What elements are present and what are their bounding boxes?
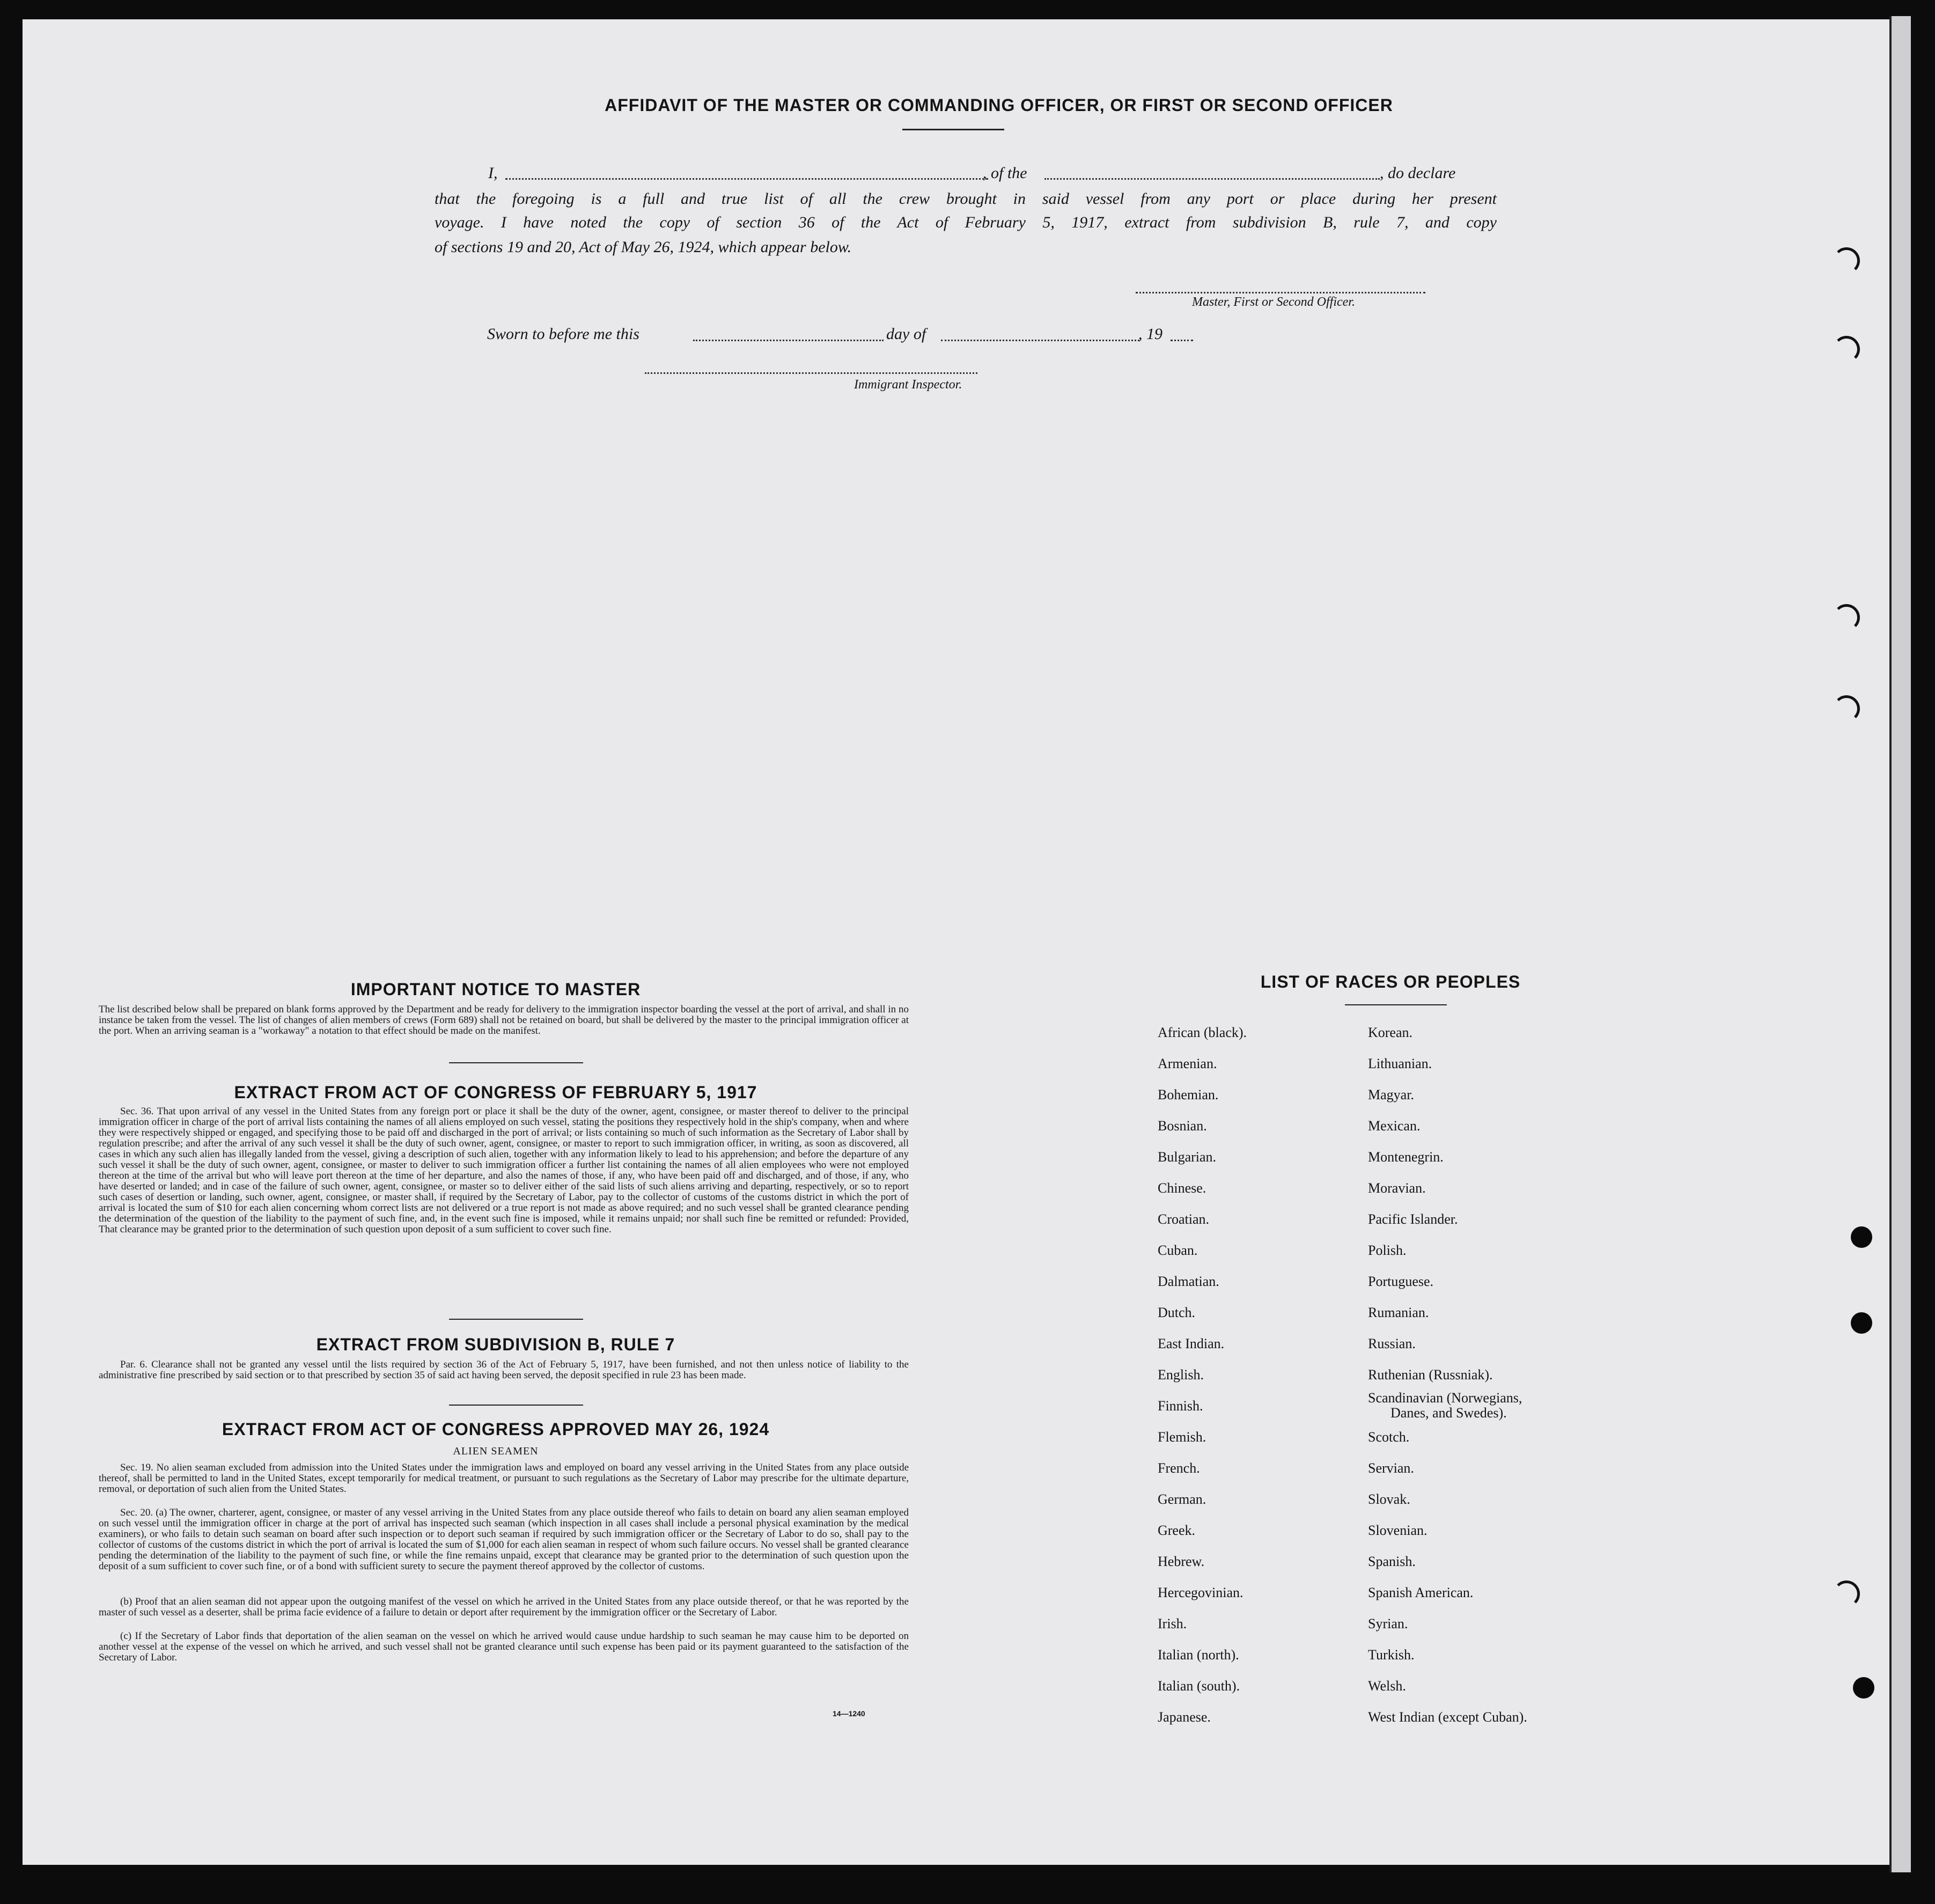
sworn-day-line — [693, 340, 884, 341]
rule7-rule — [449, 1405, 583, 1406]
page-edge — [1889, 16, 1911, 1872]
affidavit-line-2: that the foregoing is a full and true list of all the crew brought in said vessel from any port or place during her present — [435, 190, 1497, 208]
race-item: Welsh. — [1368, 1678, 1406, 1694]
binder-hole-mark — [1833, 695, 1860, 722]
binder-hole — [1853, 1677, 1874, 1699]
race-item: Bulgarian. — [1158, 1149, 1217, 1165]
race-item: German. — [1158, 1491, 1206, 1507]
binder-hole-mark — [1833, 604, 1860, 631]
race-item: Polish. — [1368, 1243, 1407, 1258]
race-item: Montenegrin. — [1368, 1149, 1444, 1165]
binder-hole — [1851, 1226, 1872, 1248]
month-line — [941, 340, 1139, 341]
race-item: Ruthenian (Russniak). — [1368, 1367, 1493, 1383]
race-item: Bosnian. — [1158, 1118, 1207, 1134]
race-item: Dutch. — [1158, 1305, 1196, 1320]
race-item: African (black). — [1158, 1025, 1247, 1040]
race-item: Finnish. — [1158, 1398, 1203, 1414]
notice-text: The list described below shall be prepared on blank forms approved by the Department and be ready for delivery to the immigration inspector boarding the vessel at the port of arrival, and shall in no instance be taken from the vessel. The list of changes of alien members of crews (Form 689) shall not be retained on board, but shall be delivered by the master to the principal immigration officer at the port. When an arriving seaman is a "workaway" a notation to that effect should be made on the manifest. — [99, 1004, 909, 1036]
name-line — [505, 178, 988, 180]
notice-rule — [449, 1062, 583, 1063]
race-item: Magyar. — [1368, 1087, 1414, 1102]
race-item: Portuguese. — [1368, 1274, 1434, 1289]
race-item: Russian. — [1368, 1336, 1416, 1351]
race-item: Chinese. — [1158, 1180, 1206, 1196]
race-item: Rumanian. — [1368, 1305, 1429, 1320]
race-item: East Indian. — [1158, 1336, 1225, 1351]
extract-1924-sec20b: (b) Proof that an alien seaman did not appear upon the outgoing manifest of the vessel on which he arrived in the United States from any place outside thereof, or that he was reported by the master of such vessel as a deserter, shall be prima facie evidence of a failure to detain or deport after requirement by the immigration officer or the Secretary of Labor. — [99, 1596, 909, 1618]
race-item: Syrian. — [1368, 1616, 1408, 1631]
race-item: Irish. — [1158, 1616, 1187, 1631]
race-item: Pacific Islander. — [1368, 1211, 1458, 1227]
race-item: Flemish. — [1158, 1429, 1206, 1445]
race-item: Slovak. — [1368, 1491, 1410, 1507]
race-item: Scotch. — [1368, 1429, 1410, 1445]
race-item: Turkish. — [1368, 1647, 1415, 1663]
form-number: 14—1240 — [833, 1709, 865, 1718]
race-item: Dalmatian. — [1158, 1274, 1219, 1289]
binder-hole — [1851, 1312, 1872, 1334]
extract-1917-title: EXTRACT FROM ACT OF CONGRESS OF FEBRUARY 5, 1917 — [234, 1083, 757, 1102]
race-item: Italian (north). — [1158, 1647, 1239, 1663]
races-rule — [1345, 1004, 1447, 1005]
notice-title: IMPORTANT NOTICE TO MASTER — [350, 980, 641, 999]
extract-1917-rule — [449, 1319, 583, 1320]
day-of-label: day of — [886, 325, 926, 343]
race-item: Armenian. — [1158, 1056, 1217, 1071]
extract-1924-sec19: Sec. 19. No alien seaman excluded from admission into the United States under the immigration laws and employed on board any vessel arriving in the United States from any place outside thereof, shall be permitted to land in the United States, except temporarily for medical treatment, or pursuant to such regulations as the Secretary of Labor may prescribe for the ultimate departure, removal, or deportation of such alien from the United States. — [99, 1462, 909, 1495]
race-item: Cuban. — [1158, 1243, 1198, 1258]
race-item: Italian (south). — [1158, 1678, 1240, 1694]
race-item-scandinavian-cont: Danes, and Swedes). — [1390, 1405, 1507, 1421]
race-item: Mexican. — [1368, 1118, 1421, 1134]
race-item: French. — [1158, 1460, 1200, 1476]
affidavit-line-4: of sections 19 and 20, Act of May 26, 1924, which appear below. — [435, 238, 852, 256]
race-item: Hebrew. — [1158, 1554, 1205, 1569]
race-item: Servian. — [1368, 1460, 1414, 1476]
race-item — [1368, 1391, 1527, 1422]
races-title: LIST OF RACES OR PEOPLES — [1260, 972, 1521, 991]
master-signature-label: Master, First or Second Officer. — [1192, 295, 1355, 309]
race-item: Croatian. — [1158, 1211, 1210, 1227]
race-item: Lithuanian. — [1368, 1056, 1432, 1071]
race-item: Korean. — [1368, 1025, 1413, 1040]
affidavit-title: AFFIDAVIT OF THE MASTER OR COMMANDING OFFICER, OR FIRST OR SECOND OFFICER — [605, 95, 1393, 115]
affidavit-i-label: I, — [488, 164, 498, 182]
affidavit-of-the: , of the — [983, 164, 1027, 182]
master-signature-line — [1136, 292, 1425, 293]
race-item: West Indian (except Cuban). — [1368, 1709, 1527, 1725]
affidavit-line-3: voyage. I have noted the copy of section 36 of the Act of February 5, 1917, extract from subdivision B, rule 7, and copy — [435, 214, 1497, 231]
affidavit-do-declare: , do declare — [1380, 164, 1456, 182]
extract-1917-text: Sec. 36. That upon arrival of any vessel in the United States from any foreign port or place it shall be the duty of the owner, agent, consignee, or master thereof to deliver to the principal immigration officer in charge of the port of arrival lists containing the names of all aliens employed on such vessel, stating the positions they respectively hold in the ship's company, when and where they were respectively shipped or engaged, and specifying those to be paid off and discharged in the port of arrival; or lists containing so much of such information as the Secretary of Labor shall by regulation prescribe; and after the arrival of any such vessel it shall be the duty of such owner, agent, consignee, or master to report to such immigration officer, in writing, as soon as discovered, all cases in which any such alien has illegally landed from the vessel, giving a description of such alien, together with any information likely to lead to his apprehension; and before the departure of any such vessel it shall be the duty of such owner, agent, consignee, or master to deliver to such immigration officer a further list containing the names of all alien employees who were not employed thereon at the time of the arrival but who will leave port thereon at the time of her departure, and also the names of those, if any, who have been paid off and discharged, and of those, if any, who have deserted or landed; and in case of the failure of such owner, agent, consignee, or master so to deliver either of the said lists of such aliens arriving and departing, respectively, or so to report such cases of desertion or landing, such owner, agent, consignee, or master shall, if required by the Secretary of Labor, pay to the collector of customs of the customs district in which the port of arrival is located the sum of $10 for each alien concerning whom correct lists are not delivered or a true report is not made as above required; and no such vessel shall be granted clearance pending the determination of the question of the liability to the payment of such fine, and, in the event such fine is imposed, while it remains unpaid; nor shall such fine be remitted or refunded: Provided, That clearance may be granted prior to the determination of such question upon deposit of a sum sufficient to cover such fine. — [99, 1106, 909, 1235]
binder-hole-mark — [1833, 336, 1860, 363]
race-item: Moravian. — [1368, 1180, 1426, 1196]
race-item: Spanish American. — [1368, 1585, 1474, 1600]
race-item: Spanish. — [1368, 1554, 1416, 1569]
race-item: Japanese. — [1158, 1709, 1211, 1725]
vessel-line — [1044, 178, 1380, 180]
race-item: English. — [1158, 1367, 1204, 1383]
race-item-scandinavian: Scandinavian (Norwegians, — [1368, 1390, 1522, 1406]
rule7-text: Par. 6. Clearance shall not be granted any vessel until the lists required by section 36 of the Act of February 5, 1917, have been furnished, and not then unless notice of liability to the administrative fine prescribed by said section or to that prescribed by section 35 of said act having been served, the deposit specified in rule 23 has been made. — [99, 1359, 909, 1381]
inspector-label: Immigrant Inspector. — [854, 378, 962, 392]
inspector-signature-line — [645, 372, 977, 374]
year-line — [1171, 340, 1193, 341]
extract-1924-title: EXTRACT FROM ACT OF CONGRESS APPROVED MAY 26, 1924 — [222, 1420, 770, 1439]
title-rule — [902, 129, 1004, 130]
binder-hole-mark — [1833, 1580, 1860, 1607]
year-prefix: , 19 — [1138, 325, 1163, 343]
extract-1924-sec20a: Sec. 20. (a) The owner, charterer, agent, consignee, or master of any vessel arriving in the United States from any place outside thereof who fails to detain on board any alien seaman employed on such vessel until the immigration officer in charge at the port of arrival has inspected such seaman (which inspection in all cases shall include a personal physical examination by the medical examiners), or who fails to detain such seaman on board after such inspection or to deport such seaman if required by such immigration officer or the Secretary of Labor to do so, shall pay to the collector of customs of the customs district in which the port of arrival is located the sum of $1,000 for each alien seaman in respect of whom such failure occurs. No vessel shall be granted clearance pending the determination of the liability to the payment of such fine, or while the fine remains unpaid, except that clearance may be granted prior to the determination of such question upon the deposit of a sum sufficient to cover such fine, or of a bond with sufficient surety to secure the payment thereof approved by the collector of customs. — [99, 1507, 909, 1572]
sworn-label: Sworn to before me this — [487, 325, 639, 343]
races-left-column — [1158, 1017, 1247, 1733]
race-item: Greek. — [1158, 1523, 1196, 1538]
races-right-column — [1368, 1017, 1527, 1733]
race-item: Bohemian. — [1158, 1087, 1219, 1102]
race-item: Hercegovinian. — [1158, 1585, 1244, 1600]
extract-1924-sec20c: (c) If the Secretary of Labor finds that deportation of the alien seaman on the vessel on which he arrived would cause undue hardship to such seaman he may cause him to be deported on another vessel at the expense of the vessel on which he arrived, and such vessel shall not be granted clearance until such expense has been paid or its payment guaranteed to the satisfaction of the Secretary of Labor. — [99, 1630, 909, 1663]
extract-1924-subtitle: ALIEN SEAMEN — [453, 1445, 539, 1457]
race-item: Slovenian. — [1368, 1523, 1428, 1538]
document-page — [23, 19, 1889, 1865]
rule7-title: EXTRACT FROM SUBDIVISION B, RULE 7 — [316, 1335, 675, 1354]
binder-hole-mark — [1833, 247, 1860, 274]
